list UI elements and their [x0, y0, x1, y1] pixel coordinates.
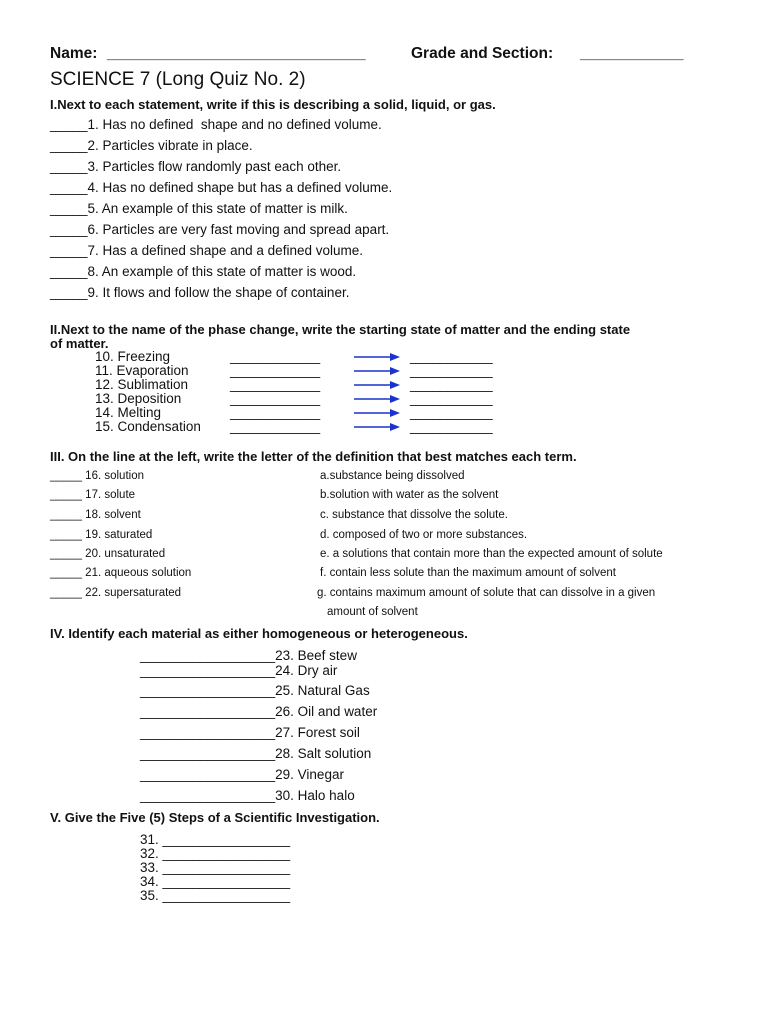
term-19[interactable]: _____ 19. saturated [50, 529, 153, 541]
definition-e: e. a solutions that contain more than the expected amount of solute [320, 548, 663, 560]
part2-heading-line1: II.Next to the name of the phase change, write the starting state of matter and the ending state [50, 322, 631, 337]
part1-item-4[interactable]: _____4. Has no defined shape but has a defined volume. [50, 180, 393, 195]
end-state-blank-10[interactable]: ___________ [410, 349, 493, 364]
right-arrow-icon [353, 366, 401, 376]
name-blank[interactable]: ______________________________ [107, 45, 366, 62]
phase-change-12: 12. Sublimation [95, 377, 189, 392]
phase-change-13: 13. Deposition [95, 391, 182, 406]
start-state-blank-10[interactable]: ____________ [230, 349, 321, 364]
part1-item-5[interactable]: _____5. An example of this state of matter is milk. [50, 201, 348, 216]
part1-item-6[interactable]: _____6. Particles are very fast moving and spread apart. [50, 222, 390, 237]
definition-b: b.solution with water as the solvent [320, 489, 499, 501]
phase-change-15: 15. Condensation [95, 419, 201, 434]
end-state-blank-13[interactable]: ___________ [410, 391, 493, 406]
phase-change-11: 11. Evaporation [95, 363, 189, 378]
part1-item-9[interactable]: _____9. It flows and follow the shape of container. [50, 285, 350, 300]
name-label: Name: [50, 45, 98, 62]
part4-heading: IV. Identify each material as either homogeneous or heterogeneous. [50, 626, 468, 641]
material-26[interactable]: __________________26. Oil and water [140, 704, 378, 719]
definition-g: g. contains maximum amount of solute that can dissolve in a given [317, 587, 656, 599]
step-34[interactable]: 34. _________________ [140, 874, 291, 889]
step-32[interactable]: 32. _________________ [140, 846, 291, 861]
part2-heading-line2: of matter. [50, 336, 109, 351]
phase-change-14: 14. Melting [95, 405, 162, 420]
material-23[interactable]: __________________23. Beef stew [140, 648, 357, 663]
material-27[interactable]: __________________27. Forest soil [140, 725, 360, 740]
start-state-blank-14[interactable]: ____________ [230, 405, 321, 420]
start-state-blank-13[interactable]: ____________ [230, 391, 321, 406]
step-31[interactable]: 31. _________________ [140, 832, 291, 847]
phase-change-10: 10. Freezing [95, 349, 171, 364]
start-state-blank-15[interactable]: ____________ [230, 419, 321, 434]
material-25[interactable]: __________________25. Natural Gas [140, 683, 370, 698]
term-18[interactable]: _____ 18. solvent [50, 509, 141, 521]
end-state-blank-11[interactable]: ___________ [410, 363, 493, 378]
start-state-blank-12[interactable]: ____________ [230, 377, 321, 392]
step-35[interactable]: 35. _________________ [140, 888, 291, 903]
term-16[interactable]: _____ 16. solution [50, 470, 144, 482]
grade-section-label: Grade and Section: [411, 45, 554, 62]
definition-d: d. composed of two or more substances. [320, 529, 528, 541]
definition-f: f. contain less solute than the maximum amount of solvent [320, 567, 616, 579]
part1-item-1[interactable]: _____1. Has no defined shape and no defined volume. [50, 117, 382, 132]
part1-heading: I.Next to each statement, write if this is describing a solid, liquid, or gas. [50, 97, 496, 112]
end-state-blank-12[interactable]: ___________ [410, 377, 493, 392]
term-17[interactable]: _____ 17. solute [50, 489, 136, 501]
material-28[interactable]: __________________28. Salt solution [140, 746, 372, 761]
page-title: SCIENCE 7 (Long Quiz No. 2) [50, 69, 306, 90]
material-30[interactable]: __________________30. Halo halo [140, 788, 355, 803]
part1-item-3[interactable]: _____3. Particles flow randomly past each other. [50, 159, 342, 174]
end-state-blank-14[interactable]: ___________ [410, 405, 493, 420]
part1-item-7[interactable]: _____7. Has a defined shape and a defined volume. [50, 243, 363, 258]
right-arrow-icon [353, 380, 401, 390]
definition-g-continued: amount of solvent [327, 606, 418, 618]
part3-heading: III. On the line at the left, write the letter of the definition that best matches each term. [50, 449, 577, 464]
part1-item-2[interactable]: _____2. Particles vibrate in place. [50, 138, 253, 153]
definition-c: c. substance that dissolve the solute. [320, 509, 508, 521]
step-33[interactable]: 33. _________________ [140, 860, 291, 875]
term-21[interactable]: _____ 21. aqueous solution [50, 567, 192, 579]
material-24[interactable]: __________________24. Dry air [140, 663, 338, 678]
part5-heading: V. Give the Five (5) Steps of a Scientific Investigation. [50, 810, 380, 825]
right-arrow-icon [353, 408, 401, 418]
material-29[interactable]: __________________29. Vinegar [140, 767, 344, 782]
start-state-blank-11[interactable]: ____________ [230, 363, 321, 378]
right-arrow-icon [353, 352, 401, 362]
end-state-blank-15[interactable]: ___________ [410, 419, 493, 434]
right-arrow-icon [353, 394, 401, 404]
grade-section-blank[interactable]: ____________ [580, 45, 684, 62]
definition-a: a.substance being dissolved [320, 470, 465, 482]
part1-item-8[interactable]: _____8. An example of this state of matter is wood. [50, 264, 357, 279]
term-20[interactable]: _____ 20. unsaturated [50, 548, 166, 560]
right-arrow-icon [353, 422, 401, 432]
term-22[interactable]: _____ 22. supersaturated [50, 587, 182, 599]
